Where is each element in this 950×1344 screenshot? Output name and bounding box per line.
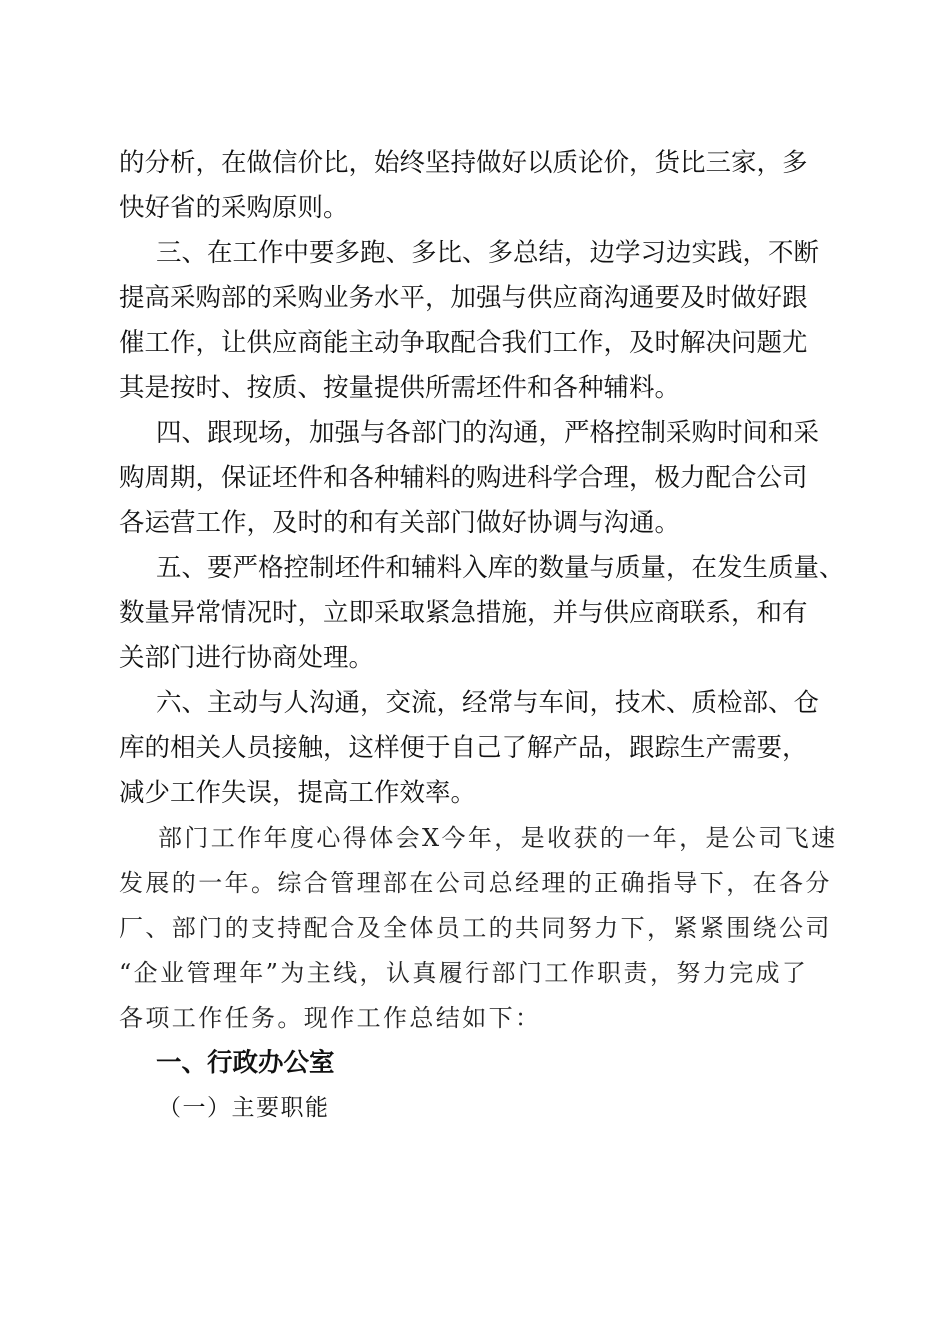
section-heading: 一、行政办公室	[156, 1048, 335, 1078]
paragraph-line: 三、在工作中要多跑、多比、多总结，边学习边实践，不断	[156, 238, 820, 268]
paragraph-line: 各项工作任务。现作工作总结如下：	[119, 1004, 542, 1032]
paragraph-line: 提高采购部的采购业务水平，加强与供应商沟通要及时做好跟	[119, 283, 808, 313]
paragraph-line: 五、要严格控制坯件和辅料入库的数量与质量，在发生质量、	[156, 553, 845, 583]
paragraph-line: 库的相关人员接触，这样便于自己了解产品，跟踪生产需要，	[119, 733, 808, 763]
paragraph-line: 各运营工作，及时的和有关部门做好协调与沟通。	[119, 508, 681, 538]
paragraph-line: 其是按时、按质、按量提供所需坯件和各种辅料。	[119, 373, 681, 403]
paragraph-line: 部门工作年度心得体会X今年，是收获的一年，是公司飞速	[158, 824, 838, 852]
paragraph-line: 购周期，保证坯件和各种辅料的购进科学合理，极力配合公司	[119, 463, 808, 493]
paragraph-line: 数量异常情况时，立即采取紧急措施，并与供应商联系，和有	[119, 598, 808, 628]
paragraph-line: 减少工作失误，提高工作效率。	[119, 778, 477, 808]
paragraph-line: 关部门进行协商处理。	[119, 643, 375, 673]
subsection-heading: （一）主要职能	[158, 1095, 330, 1121]
paragraph-line: 四、跟现场，加强与各部门的沟通，严格控制采购时间和采	[156, 418, 820, 448]
paragraph-line: 催工作，让供应商能主动争取配合我们工作，及时解决问题尤	[119, 328, 808, 358]
paragraph-line: “企业管理年”为主线，认真履行部门工作职责，努力完成了	[119, 959, 809, 987]
paragraph-line: 发展的一年。综合管理部在公司总经理的正确指导下，在各分	[119, 869, 832, 897]
paragraph-line: 厂、部门的支持配合及全体员工的共同努力下，紧紧围绕公司	[119, 914, 832, 942]
paragraph-line: 快好省的采购原则。	[119, 193, 349, 223]
paragraph-line: 的分析，在做信价比，始终坚持做好以质论价，货比三家，多	[119, 148, 808, 178]
paragraph-line: 六、主动与人沟通，交流，经常与车间，技术、质检部、仓	[156, 688, 820, 718]
